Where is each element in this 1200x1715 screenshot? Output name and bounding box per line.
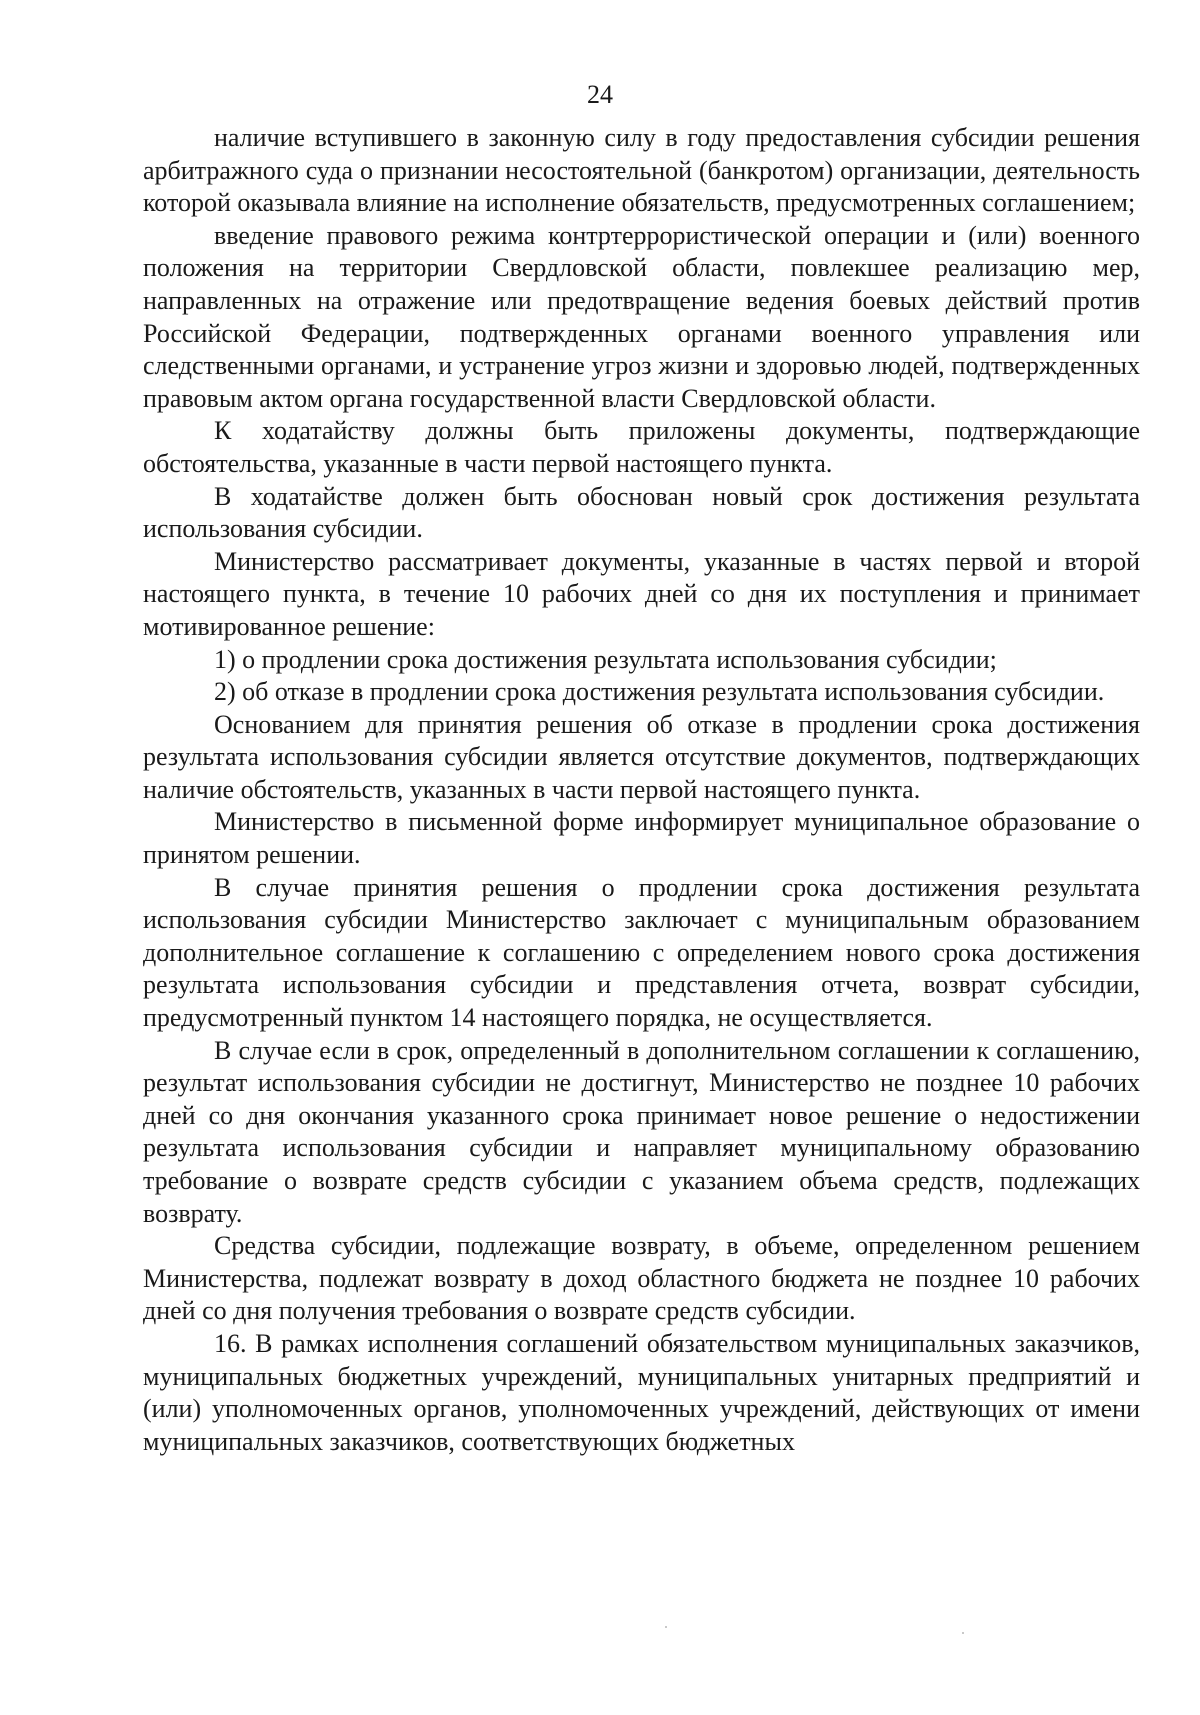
paragraph: В случае если в срок, определенный в дополнительном соглашении к соглашению, результат использования субсидии не достигнут, Министерство не позднее 10 рабочих дней со дня окончания указанного срока принимает новое решение о недостижении результата использования субсидии и направляет муниципальному образованию требование о возврате средств субсидии с указанием объема средств, подлежащих возврату.	[143, 1035, 1140, 1228]
paragraph: Средства субсидии, подлежащие возврату, в объеме, определенном решением Министерства, подлежат возврату в доход областного бюджета не позднее 10 рабочих дней со дня получения требования о возврате средств субсидии.	[143, 1231, 1140, 1326]
paragraph-section-16: 16. В рамках исполнения соглашений обязательством муниципальных заказчиков, муниципальных бюджетных учреждений, муниципальных унитарных предприятий и (или) уполномоченных органов, уполномоченных учреждений, действующих от имени муниципальных заказчиков, соответствующих бюджетных	[143, 1328, 1140, 1456]
list-item: 1) о продлении срока достижения результата использования субсидии;	[214, 644, 997, 674]
paragraph: В ходатайстве должен быть обоснован новый срок достижения результата использования субсидии.	[143, 481, 1140, 544]
document-body	[143, 122, 1140, 1458]
page-number: 24	[587, 80, 613, 109]
list-item: 2) об отказе в продлении срока достижения результата использования субсидии.	[214, 677, 1105, 707]
paragraph: К ходатайству должны быть приложены документы, подтверждающие обстоятельства, указанные в части первой настоящего пункта.	[143, 416, 1140, 478]
paragraph: наличие вступившего в законную силу в году предоставления субсидии решения арбитражного суда о признании несостоятельной (банкротом) организации, деятельность которой оказывала влияние на исполнение обязательств, предусмотренных соглашением;	[143, 123, 1140, 218]
paragraph: Министерство рассматривает документы, указанные в частях первой и второй настоящего пункта, в течение 10 рабочих дней со дня их поступления и принимает мотивированное решение:	[143, 546, 1140, 641]
paragraph: Министерство в письменной форме информирует муниципальное образование о принятом решении.	[143, 807, 1140, 870]
paragraph: Основанием для принятия решения об отказе в продлении срока достижения результата использования субсидии является отсутствие документов, подтверждающих наличие обстоятельств, указанных в части первой настоящего пункта.	[143, 709, 1140, 804]
paragraph: введение правового режима контртеррористической операции и (или) военного положения на территории Свердловской области, повлекшее реализацию мер, направленных на отражение или предотвращение ведения боевых действий против Российской Федерации, подтвержденных органами военного управления или следственными органами, и устранение угроз жизни и здоровью людей, подтвержденных правовым актом органа государственной власти Свердловской области.	[143, 220, 1140, 413]
scan-speck	[665, 1626, 667, 1628]
scan-speck	[962, 1632, 964, 1634]
paragraph: В случае принятия решения о продлении срока достижения результата использования субсидии Министерство заключает с муниципальным образованием дополнительное соглашение к соглашению с определением нового срока достижения результата использования субсидии и представления отчета, возврат субсидии, предусмотренный пунктом 14 настоящего порядка, не осуществляется.	[143, 872, 1140, 1033]
